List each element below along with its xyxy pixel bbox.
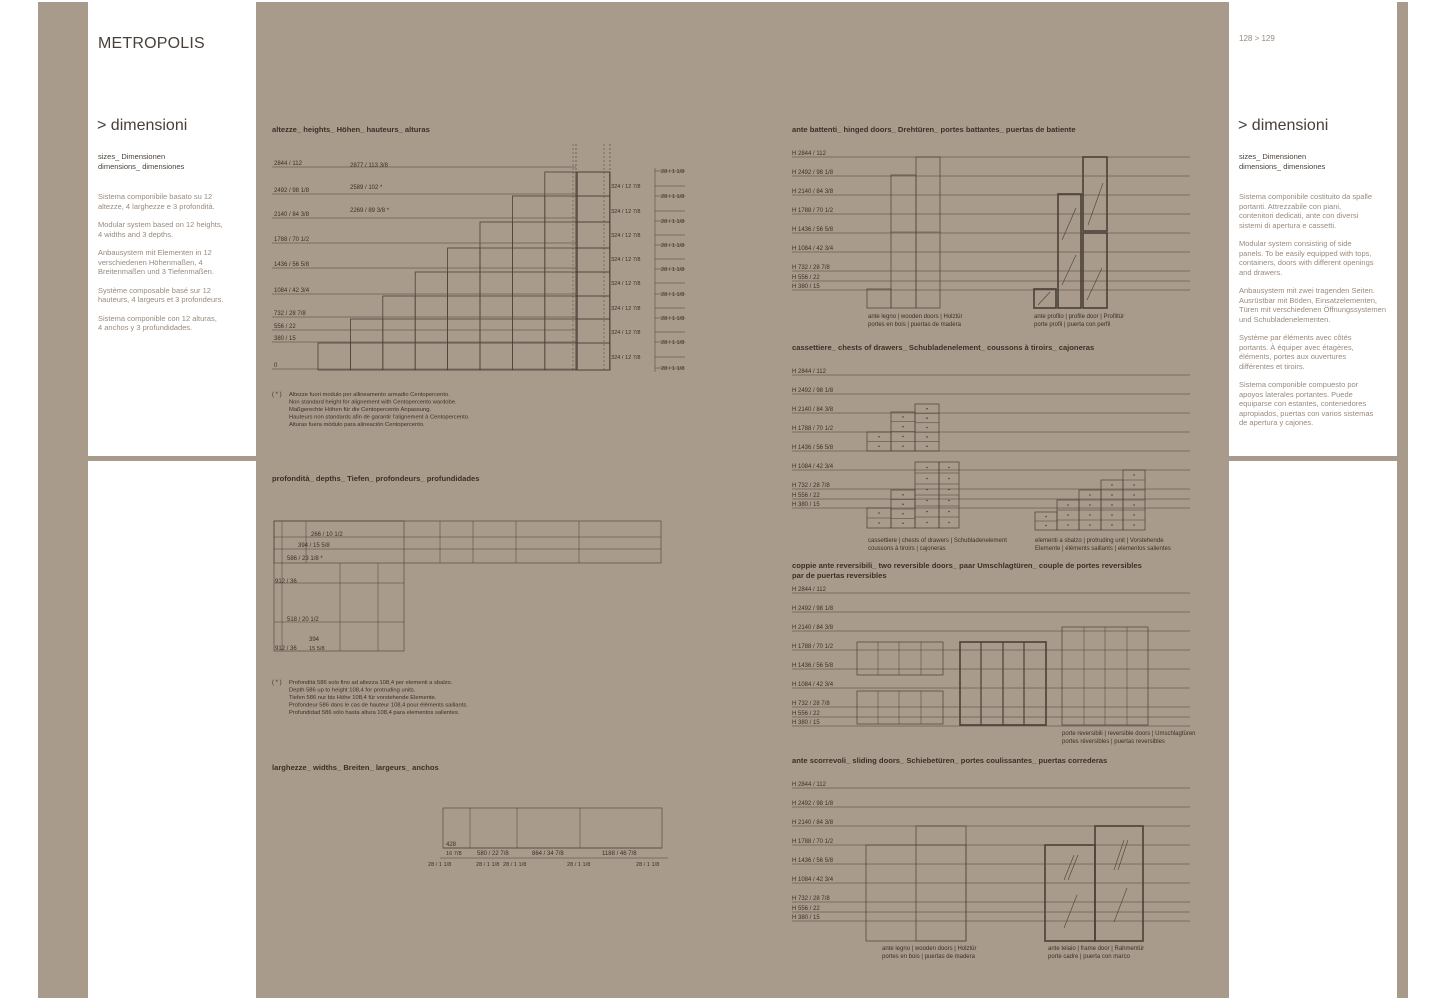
drawers-scale-label: H 380 / 15 (792, 502, 820, 508)
drawer-unit-handle (926, 408, 928, 410)
drawer-unit-handle (878, 436, 880, 438)
drawers-scale-label: H 1084 / 42 3/4 (792, 464, 834, 470)
width-side-label: 28 / 1 1/8 (567, 862, 591, 868)
left-section-subheading: sizes_ Dimensionen dimensions_ dimensiones (98, 152, 185, 171)
height-label: 2140 / 84 3/8 (274, 212, 310, 218)
right-description (1239, 192, 1397, 437)
right-section-heading: > dimensioni (1238, 117, 1329, 134)
reversible-scale-label: H 2140 / 84 3/8 (792, 625, 834, 631)
drawers-scale-label: H 1788 / 70 1/2 (792, 426, 834, 432)
left-paragraph: Sistema componible con 12 alturas, 4 anchos y 3 profundidades. (98, 313, 217, 332)
depths-title: profondità_ depths_ Tiefen_ profondeurs_ profundidades (272, 474, 480, 483)
width-label: 580 / 22 7/8 (477, 851, 509, 857)
sliding-scale-label: H 2844 / 112 (792, 782, 826, 788)
hinged-scale-label: H 556 / 22 (792, 275, 820, 281)
right-paragraph: Anbausystem mit zwei tragenden Seiten. Ausrüstbar mit Böden, Einsatzelementen, Türen mit verschiedenen Öffnungssystemen und Schubladenelementen. (1239, 286, 1387, 324)
width-label: 16 7/8 (446, 851, 462, 857)
drawer-unit-handle (926, 467, 928, 469)
dimension-label: 324 / 12 7/8 (611, 257, 641, 263)
protruding-unit-handle (1067, 504, 1069, 506)
drawer-unit-handle (902, 494, 904, 496)
height-label: 556 / 22 (274, 324, 296, 330)
drawers-title: cassettiere_ chests of drawers_ Schubladenelement_ coussons à tiroirs_ cajoneras (792, 343, 1095, 352)
height-label: 0 (274, 363, 278, 369)
page-numbers: 128 > 129 (1239, 34, 1275, 43)
sliding-scale-label: H 1084 / 42 3/4 (792, 877, 834, 883)
width-label: 1188 / 46 7/8 (602, 851, 637, 857)
drawer-unit-handle (902, 436, 904, 438)
widths-title: larghezze_ widths_ Breiten_ largeurs_ anchos (272, 763, 439, 772)
drawers-caption: coussons à tiroirs | cajoneras (868, 546, 946, 552)
drawers-caption: Elemente | éléments saillants | elementos salientes (1035, 546, 1171, 552)
protruding-unit-handle (1089, 504, 1091, 506)
depth-label: 912 / 36 (275, 579, 297, 585)
protruding-unit-handle (1089, 494, 1091, 496)
depth-label: 912 / 36 (275, 646, 297, 652)
width-side-label: 28 / 1 1/8 (428, 862, 452, 868)
note-line: Depth 586 up to height 108,4 for protruding units. (289, 687, 416, 694)
reversible-title: coppie ante reversibili_ two reversible doors_ paar Umschlagtüren_ couple de portes reversibles (792, 561, 1142, 570)
drawers-scale-label: H 2140 / 84 3/8 (792, 407, 834, 413)
drawer-unit-handle (902, 503, 904, 505)
reversible-scale-label: H 556 / 22 (792, 711, 820, 717)
right-paragraph: Sistema componible compuesto por apoyos laterales portantes. Puede equiparse con estantes, contenedores apropiados, puertas con varios sistemas de apertura y cajones. (1239, 380, 1374, 427)
drawer-unit-handle (926, 489, 928, 491)
depth-label: 15 5/8 (309, 646, 325, 652)
height-label: 732 / 28 7/8 (274, 311, 306, 317)
reversible-title: par de puertas reversibles (792, 571, 887, 580)
hinged-scale-label: H 2844 / 112 (792, 151, 826, 157)
drawer-unit-handle (948, 500, 950, 502)
height-label: 1084 / 42 3/4 (274, 288, 310, 294)
drawers-scale-label: H 1436 / 56 5/8 (792, 445, 834, 451)
drawer-unit-handle (902, 426, 904, 428)
protruding-unit-handle (1133, 494, 1135, 496)
dimension-label: 28 / 1 1/8 (661, 169, 685, 175)
sliding-caption: porte cadre | puerta con marco (1048, 954, 1130, 960)
protruding-unit-handle (1111, 484, 1113, 486)
drawer-unit-handle (948, 511, 950, 513)
note-mark: ( * ) (272, 680, 282, 686)
reversible-caption: portes réversibles | puertas reversibles (1062, 739, 1165, 745)
left-paragraph: Système composable basé sur 12 hauteurs, 4 largeurs et 3 profondeurs. (98, 285, 224, 304)
height-label: 1436 / 56 5/8 (274, 262, 310, 268)
special-height-label: 2877 / 113 3/8 (350, 163, 388, 169)
depth-label: 394 (309, 637, 320, 643)
dimension-label: 28 / 1 1/8 (661, 366, 685, 372)
hinged-scale-label: H 732 / 28 7/8 (792, 265, 830, 271)
protruding-unit-handle (1111, 514, 1113, 516)
right-paragraph: Système par éléments avec côtés portants. À équiper avec étagères, éléments, portes aux ouvertures différentes et tiroirs. (1239, 333, 1354, 371)
reversible-scale-label: H 1788 / 70 1/2 (792, 644, 834, 650)
width-side-label: 28 / 1 1/8 (503, 862, 527, 868)
hinged-scale-label: H 1788 / 70 1/2 (792, 208, 834, 214)
depth-label: 518 / 20 1/2 (287, 617, 319, 623)
sliding-scale-label: H 380 / 15 (792, 915, 820, 921)
drawer-unit-handle (926, 522, 928, 524)
drawers-scale-label: H 2492 / 98 1/8 (792, 388, 834, 394)
sliding-scale-label: H 2140 / 84 3/8 (792, 820, 834, 826)
note-mark: ( * ) (272, 392, 282, 398)
dimension-label: 324 / 12 7/8 (611, 184, 641, 190)
dimension-label: 324 / 12 7/8 (611, 306, 641, 312)
sliding-scale-label: H 556 / 22 (792, 906, 820, 912)
sliding-scale-label: H 732 / 28 7/8 (792, 896, 830, 902)
hinged-scale-label: H 1436 / 56 5/8 (792, 227, 834, 233)
dimension-label: 324 / 12 7/8 (611, 233, 641, 239)
protruding-unit-handle (1111, 524, 1113, 526)
protruding-unit-handle (1111, 494, 1113, 496)
drawer-unit-handle (878, 445, 880, 447)
depth-label: 586 / 23 1/8 * (287, 556, 323, 562)
left-paragraph: Sistema componibile basato su 12 altezze, 4 larghezze e 3 profondità. (98, 192, 215, 211)
note-line: Profondità 586 solo fino ad altezza 108,4 per elementi a sbalzo. (289, 680, 453, 686)
drawers-scale-label: H 732 / 28 7/8 (792, 483, 830, 489)
right-paragraph: Sistema componibile costituito da spalle portanti. Attrezzabile con piani, contenitori dedicati, ante con diversi sistemi di apertura e cassetti. (1239, 192, 1372, 230)
protruding-unit-handle (1111, 504, 1113, 506)
note-line: Altezze fuori modulo per allineamento armadio Centopercento. (289, 392, 450, 398)
drawer-unit-handle (926, 427, 928, 429)
dimension-label: 28 / 1 1/8 (661, 340, 685, 346)
drawers-scale-label: H 556 / 22 (792, 493, 820, 499)
reversible-scale-label: H 732 / 28 7/8 (792, 701, 830, 707)
note-line: Non standard height for alignement with Centopercento wardobe. (289, 399, 457, 406)
height-label: 2492 / 98 1/8 (274, 188, 310, 194)
note-line: Tiefen 586 nur bis Höhe 108,4 für vorstehende Elemente. (289, 695, 437, 701)
hinged-title: ante battenti_ hinged doors_ Drehtüren_ portes battantes_ puertas de batiente (792, 125, 1076, 134)
hinged-caption: ante legno | wooden doors | Holztür (868, 314, 963, 320)
drawers-scale-label: H 2844 / 112 (792, 369, 826, 375)
special-height-label: 2589 / 102 * (350, 185, 383, 191)
drawer-unit-handle (902, 416, 904, 418)
dimension-label: 324 / 12 7/8 (611, 281, 641, 287)
dimension-label: 324 / 12 7/8 (611, 330, 641, 336)
width-label: 864 / 34 7/8 (532, 851, 564, 857)
note-line: Hauteurs non standards afin de garantir l'alignement à Centopercento. (289, 414, 470, 421)
right-section-subheading: sizes_ Dimensionen dimensions_ dimensiones (1239, 152, 1326, 171)
protruding-unit-handle (1089, 514, 1091, 516)
drawer-unit-handle (948, 478, 950, 480)
note-line: Maßgerechte Höhen für die Centopercento Anpassung. (289, 407, 432, 413)
reversible-scale-label: H 2844 / 112 (792, 587, 826, 593)
note-line: Profundidad 586 sólo hasta altura 108,4 para elementos salientes. (289, 710, 460, 716)
dimension-label: 28 / 1 1/8 (661, 267, 685, 273)
height-label: 1788 / 70 1/2 (274, 237, 310, 243)
drawer-unit-handle (948, 522, 950, 524)
dimension-label: 28 / 1 1/8 (661, 219, 685, 225)
dimension-label: 28 / 1 1/8 (661, 194, 685, 200)
right-lower-panel (1229, 461, 1397, 998)
note-line: Profondeur 586 dans le cas de hauteur 108,4 pour éléments saillants. (289, 702, 468, 709)
drawer-unit-handle (948, 467, 950, 469)
protruding-unit-handle (1133, 514, 1135, 516)
reversible-scale-label: H 1436 / 56 5/8 (792, 663, 834, 669)
drawer-unit-handle (902, 513, 904, 515)
height-label: 2844 / 112 (274, 161, 302, 167)
sliding-scale-label: H 1436 / 56 5/8 (792, 858, 834, 864)
protruding-unit-handle (1133, 504, 1135, 506)
protruding-unit-handle (1133, 524, 1135, 526)
left-description (98, 192, 256, 342)
dimension-label: 28 / 1 1/8 (661, 316, 685, 322)
drawer-unit-handle (926, 417, 928, 419)
brand-title: METROPOLIS (98, 35, 205, 52)
hinged-scale-label: H 2492 / 98 1/8 (792, 170, 834, 176)
drawers-caption: elementi a sbalzo | protruding unit | Vorstehende (1035, 538, 1164, 544)
dimension-label: 28 / 1 1/8 (661, 292, 685, 298)
note-line: Alturas fuera módulo para alineación Centopercento. (289, 422, 425, 428)
drawer-unit-handle (926, 436, 928, 438)
hinged-caption: portes en bois | puertas de madera (868, 322, 961, 328)
sliding-scale-label: H 1788 / 70 1/2 (792, 839, 834, 845)
width-side-label: 28 / 1 1/8 (636, 862, 660, 868)
sliding-caption: portes en bois | puertas de madera (882, 954, 975, 960)
reversible-scale-label: H 2492 / 98 1/8 (792, 606, 834, 612)
right-paragraph: Modular system consisting of side panels. To be easily equipped with tops, containers, doors with different openings and drawers. (1239, 239, 1374, 277)
dimension-label: 28 / 1 1/8 (661, 243, 685, 249)
protruding-unit-handle (1045, 516, 1047, 518)
sliding-title: ante scorrevoli_ sliding doors_ Schiebetüren_ portes coulissantes_ puertas correderas (792, 756, 1108, 765)
drawer-unit-handle (926, 511, 928, 513)
left-lower-panel (88, 461, 256, 998)
drawer-unit-handle (902, 522, 904, 524)
drawer-unit-handle (878, 522, 880, 524)
hinged-scale-label: H 380 / 15 (792, 284, 820, 290)
protruding-unit-handle (1067, 514, 1069, 516)
reversible-caption: porte reversibili | reversible doors | Umschlagtüren (1062, 731, 1196, 737)
drawer-unit-handle (926, 500, 928, 502)
drawer-unit-handle (902, 445, 904, 447)
heights-title: altezze_ heights_ Höhen_ hauteurs_ alturas (272, 125, 430, 134)
drawer-unit-handle (926, 446, 928, 448)
drawer-unit-handle (878, 512, 880, 514)
hinged-caption: ante profilo | profile door | Profiltür (1034, 314, 1125, 320)
depth-label: 394 / 15 5/8 (298, 543, 330, 549)
drawer-unit-handle (948, 489, 950, 491)
drawer-unit-handle (926, 478, 928, 480)
left-paragraph: Anbausystem mit Elementen in 12 verschiedenen Höhenmaßen, 4 Breitenmaßen und 3 Tiefenmaßen. (98, 248, 214, 276)
protruding-unit-handle (1067, 524, 1069, 526)
width-label: 428 (446, 842, 457, 848)
height-label: 380 / 15 (274, 336, 296, 342)
hinged-scale-label: H 1084 / 42 3/4 (792, 246, 834, 252)
dimension-label: 324 / 12 7/8 (611, 355, 641, 361)
special-height-label: 2269 / 89 3/8 * (350, 208, 390, 214)
drawers-caption: cassettiere | chests of drawers | Schubladenelement (868, 538, 1007, 544)
hinged-scale-label: H 2140 / 84 3/8 (792, 189, 834, 195)
protruding-unit-handle (1045, 525, 1047, 527)
dimension-label: 324 / 12 7/8 (611, 209, 641, 215)
reversible-scale-label: H 380 / 15 (792, 720, 820, 726)
hinged-caption: porte profil | puerta con perfil (1034, 322, 1111, 328)
width-side-label: 28 / 1 1/8 (476, 862, 500, 868)
reversible-scale-label: H 1084 / 42 3/4 (792, 682, 834, 688)
sliding-caption: ante telaio | frame door | Rahmentür (1048, 946, 1145, 952)
sliding-scale-label: H 2492 / 98 1/8 (792, 801, 834, 807)
protruding-unit-handle (1089, 524, 1091, 526)
sliding-caption: ante legno | wooden doors | Holztür (882, 946, 977, 952)
protruding-unit-handle (1133, 484, 1135, 486)
left-paragraph: Modular system based on 12 heights, 4 widths and 3 depths. (98, 220, 223, 239)
depth-label: 266 / 10 1/2 (311, 532, 343, 538)
protruding-unit-handle (1133, 474, 1135, 476)
left-section-heading: > dimensioni (97, 117, 188, 134)
